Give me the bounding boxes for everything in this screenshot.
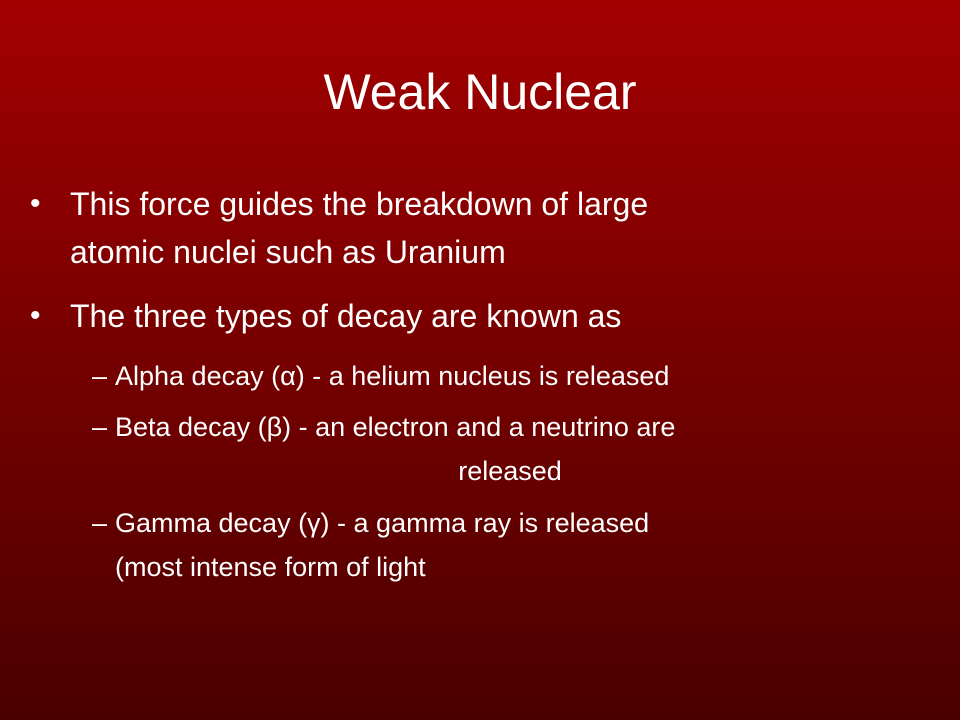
dash-mark: – [92, 412, 108, 442]
bullet-text-line: The three types of decay are known as [70, 298, 622, 334]
sub-bullet-text-line: Alpha decay (α) - a helium nucleus is released [115, 361, 670, 391]
sub-bullet-text-line: released [458, 456, 562, 486]
sub-bullet-text-line: Beta decay (β) - an electron and a neutrino are [115, 412, 676, 442]
dash-mark: – [92, 361, 108, 391]
bullet-text-line: This force guides the breakdown of large [70, 186, 649, 222]
sub-bullet-text-line: Gamma decay (γ) - a gamma ray is released [115, 508, 650, 538]
bullet-mark: • [30, 299, 41, 332]
sub-bullet-text-line: (most intense form of light [115, 552, 426, 582]
bullet-text-line: atomic nuclei such as Uranium [70, 234, 506, 270]
dash-mark: – [92, 508, 108, 538]
slide-title: Weak Nuclear [323, 64, 637, 120]
bullet-mark: • [30, 187, 41, 220]
